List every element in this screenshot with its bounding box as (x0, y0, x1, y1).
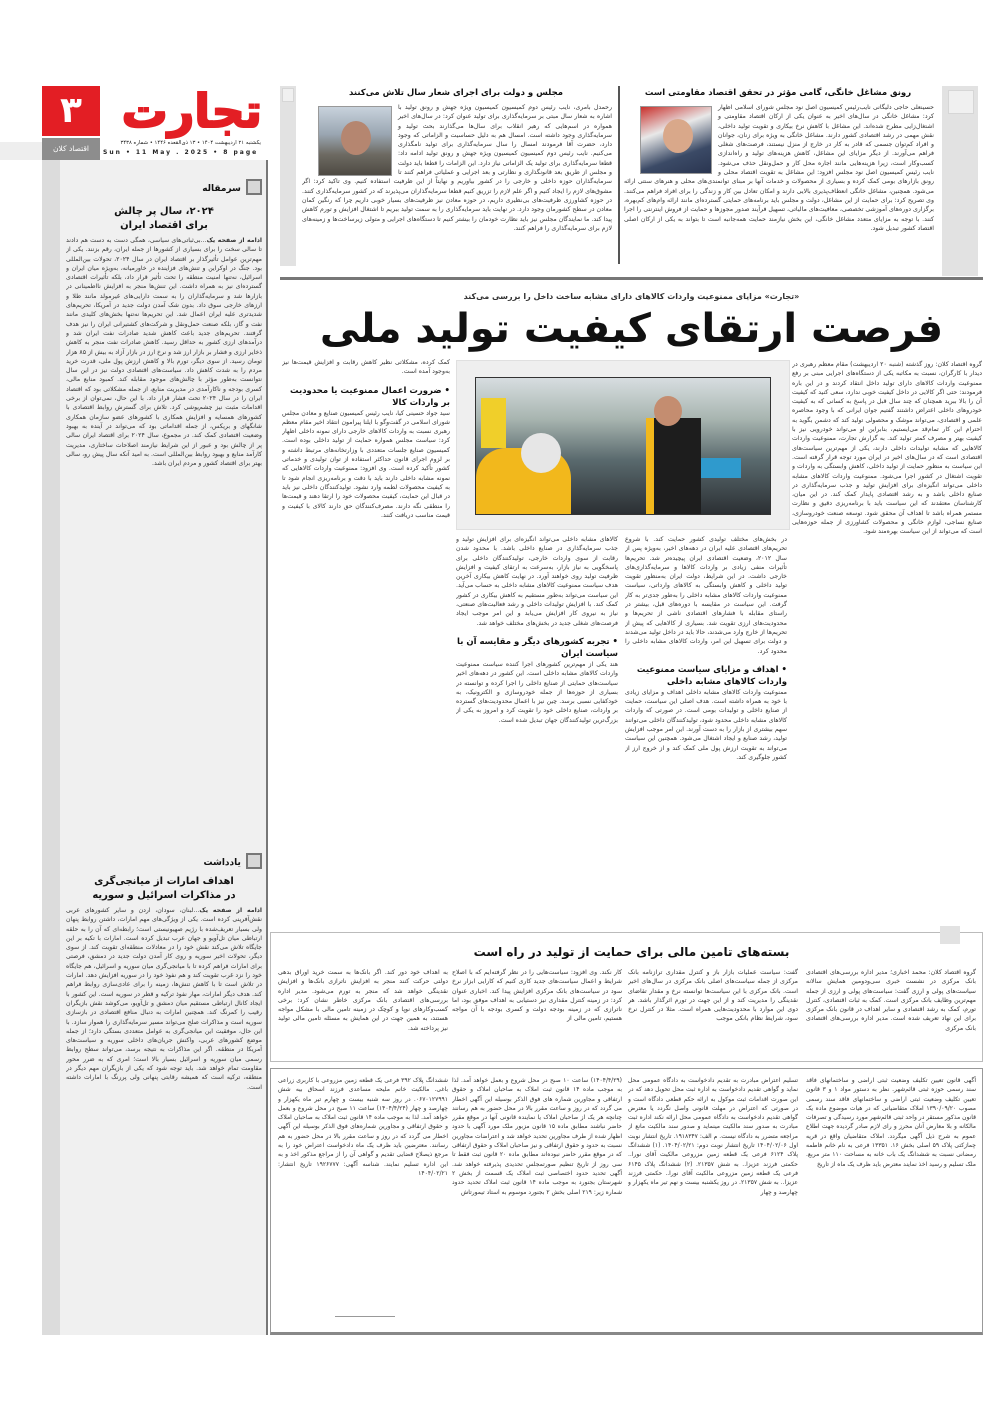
logo-text: تجارت (121, 84, 262, 138)
notice-col-2: تسلیم اعتراض مبادرت به تقدیم دادخواست به دادگاه عمومی محل نماید و گواهی تقدیم دادخواست به اداره ثبت محل تحویل دهد که در این صورت اقدامات ثبت موکول به ارائه حکم قطعی دادگاه است و در صورتی که اعتراض در مهلت قانونی واصل نگردد یا معترض گواهی تقدیم دادخواست به دادگاه عمومی محل ارائه نکند اداره ثبت مبادرت به صدور سند مالکیت مینماید و صدور سند مالکیت مانع از مراجعه متضرر به دادگاه نیست. م الف: ۱۹۱۸۳۴۷. تاریخ انتشار نوبت اول ۱۴۰۴/۰۲/۰۶ تاریخ انتشار نوبت دوم: ۱۴۰۴/۰۲/۲۱. (۱) ششدانگ پلاک ۶۱۲۴ فرعی یک قطعه زمین مزروعی مالکیت آقای نورا.. حکمتی فرزند عزیزا.. به شش ۲۱۳۵۷. (۲) ششدانگ پلاک ۶۱۴۵ فرعی یک قطعه زمین مزروعی مالکیت آقای نورا.. حکمتی فرزند عزیزا.. به شش ۲۱۳۵۷. در روز یکشنبه بیست و نهم تیر ماه یکهزار و چهارصد و چهار (628, 1077, 798, 1196)
worker-head-shape (521, 433, 561, 473)
article-title-home-business[interactable]: رونق مشاغل خانگی، گامی مؤثر در تحقق اقتصاد مقاومتی است (644, 88, 912, 98)
feature-col-4-text: سید جواد حسینی کیا، نایب رئیس کمیسیون صنایع و معادن مجلس شورای اسلامی در گفت‌وگو با ایلنا پیرامون انتقاد اخیر مقام معظم رهبری نسبت به واردات کالاهای خارجی دارای نمونه داخلی اظهار کرد: سیاست مجلس همواره حمایت از تولید داخلی بوده است. کمیسیون صنایع جلسات متعددی با وزارتخانه‌های مرتبط داشته و بر لزوم اجرای قانون حداکثر استفاده از توان تولیدی و خدماتی کشور تأکید کرده است. وی افزود: ممنوعیت واردات کالاهایی که نمونه مشابه داخلی دارند باید با دقت و برنامه‌ریزی انجام شود تا به کیفیت محصولات لطمه وارد نشود. تولیدکنندگان داخلی نیز باید در قبال این حمایت، کیفیت محصولات خود را ارتقا دهند و قیمت‌ها را منطقی نگه دارند. مصرف‌کنندگان حق دارند کالای با کیفیت و قیمت مناسب دریافت کنند. (282, 409, 450, 519)
finance-title[interactable]: بسته‌های تامین مالی برای حمایت از تولید در راه است (473, 945, 790, 959)
editorial-lead: ادامه از صفحه یک (206, 237, 262, 244)
square-box-icon (246, 853, 262, 869)
subhead-necessity: • ضرورت اعمال ممنوعیت یا محدودیت بر واردات کالا (290, 385, 450, 408)
editorial-section (66, 176, 262, 876)
subhead-compare-text: تجربه کشورهای دیگر و مقایسه آن با سیاست ایران (457, 636, 618, 659)
square-box-icon (246, 179, 262, 195)
editorial-kicker-row (66, 176, 262, 195)
date-persian: یکشنبه ۲۱ اردیبهشت ۱۴۰۴ • ۱۳ ذی‌القعده ۱۴۴۶ • شماره ۳۴۳۸ (120, 140, 261, 146)
finance-col-1: گروه اقتصاد کلان: محمد اخباری؛ مدیر اداره بررسی‌های اقتصادی بانک مرکزی در نشست خبری سی‌ودومین همایش سالانه سیاست‌های پولی و ارزی گفت: سیاست‌های پولی و ارزی از جمله مهم‌ترین وظایف بانک مرکزی است. کمک به ثبات اقتصادی، کنترل تورم، کمک به رشد اقتصادی و سایر اهداف در قانون بانک مرکزی برای این نهاد تعریف شده است. مدیر اداره بررسی‌های اقتصادی بانک مرکزی (806, 969, 976, 1032)
factory-photo (475, 377, 771, 515)
article-text: حسینعلی حاجی دلیگانی نایب‌رئیس کمیسیون اصل نود مجلس شورای اسلامی اظهار کرد: مشاغل خانگی در سال‌های اخیر به عنوان یکی از ارکان اقتصاد مقاومتی و اشتغال‌زایی مطرح شده‌اند. این مشاغل با کاهش نرخ بیکاری و تقویت تولید داخلی، نقش مهمی در رشد اقتصادی کشور دارند. مشاغل خانگی به ویژه برای زنان، جوانان و افراد کم‌توان جسمی که قادر به کار در خارج از منزل نیستند، فرصت‌های شغلی فراهم می‌آورند. از دیگر مزایای این مشاغل، کاهش هزینه‌های تولید و راه‌اندازی کسب‌وکار است، زیرا هزینه‌هایی مانند اجاره محل کار و حمل‌ونقل حذف می‌شود. نایب رئیس کمیسیون اصل نود مجلس افزود: این مشاغل به تقویت اقتصاد محلی و رونق بازارهای بومی کمک کرده و بسیاری از محصولات و خدمات آنها بر مبنای توانمندی‌های محلی و هنرهای سنتی ارائه می‌شود. همچنین، مشاغل خانگی انعطاف‌پذیری بالایی دارند و امکان تعادل بین کار و زندگی را برای افراد فراهم می‌کنند. وی تصریح کرد: برای حمایت از این مشاغل، دولت و مجلس باید برنامه‌های حمایتی گسترده‌ای مانند ارائه وام‌های کم‌بهره، برگزاری دوره‌های آموزشی تخصصی، معافیت‌های مالیاتی، تسهیل فرآیند صدور مجوزها و حمایت از فروش اینترنتی را اجرا کنند. با توجه به مزایای متعدد مشاغل خانگی، این بخش نیازمند حمایت همه‌جانبه است تا بتواند به یکی از ارکان اصلی اقتصاد کشور تبدیل شود. (624, 104, 934, 232)
note-lead: ادامه از صفحه یک (199, 907, 262, 914)
finance-col-3: کار نکند. وی افزود: سیاست‌هایی را در نظر گرفته‌ایم که با اصلاح شرایط و اعمال سیاست‌های جدید کاری کنیم که کارایی ابزار نرخ سود در سیاست‌های بانک مرکزی افزایش پیدا کند. اخباری عنوان کرد: در زمینه کنترل مقداری نیز دستیابی به اهداف موفق بود، اما ناترازی که در زمینه بودجه دولت و کسری بودجه با آن مواجه هستیم، تامین مالی از (452, 969, 622, 1023)
article-text: رحمدل بامری، نایب رئیس دوم کمیسیون کمیسیون ویژه جهش و رونق تولید با اشاره به شعار سال مبتی بر سرمایه‌گذاری برای تولید عنوان کرد: در سال‌های اخیر همواره در اسم‌هایی که رهبر انقلاب برای سال‌ها می‌گذارند بحث تولید و سرمایه‌گذاری وجود داشته است. امسال هم به دلیل حساسیت و الزاماتی که وجود دارد، حضرت آقا فرمودند امسال را سال سرمایه‌گذاری برای تولید نامگذاری می‌کنیم. نایب رئیس دوم کمیسیون کمیسیون ویژه جهش و رونق تولید ادامه داد: قطعا سرمایه‌گذاری برای تولید یک الزاماتی نیاز دارد. این الزامات را قطعا باید دولت و مجلس از طریق بعد قانونگذاری و نظارتی و بعد اجرایی و عملیاتی فراهم کنند تا سرمایه‌گذاران حوزه داخلی و خارجی را در کشور بیاوریم و نهایتاً از این ظرفیت استفاده کنیم. وی تاکید کرد: اگر مشوق‌های لازم را ایجاد کنیم و اگر علم لازم را تزریق کنیم قطعا سرمایه‌گذاران می‌پذیرند که در کشور سرمایه‌گذاری کنند. در حوزه کشاورزی ظرفیت‌های بی‌نظیری داریم، در حوزه معادن نیز ظرفیت‌های بسیار خوبی داریم چرا که رنگین کمان معادن در سطح کشورمان وجود دارد. در نهایت باید سرمایه‌گذاری را به سمت تولید ببریم تا اشتغال افزایش و تورم کاهش پیدا کند. ما نمایندگان مجلس نیز باید نظارت خودمان را بیشتر کنیم تا دستگاه‌های اجرایی و متولی زیرساخت‌ها و زمینه‌های لازم برای سرمایه‌گذاری را فراهم کنند. (302, 104, 612, 232)
notice-col-3: (۱۴۰۴/۴/۲۹) ساعت ۱۰ صبح در محل شروع و بعمل خواهد آمد. لذا به موجب ماده ۱۴ قانون ثبت املاک به صاحبان املاک و حقوق ارتفاقی و مجاورین شماره های فوق الذکر بوسیله این آگهی اخطار می گردد که در روز و ساعت مقرر بالا در محل حضور به هم رسانند چنانچه هر یک از صاحبان املاک یا نماینده قانونی آنها در موقع مقرر حاضر نباشند مطابق ماده ۱۵ قانون مزبور ملک مورد آگهی با حدود اظهار شده از طرف مجاورین تحدید خواهد شد و اعتراضات مجاورین نسبت به حدود و حقوق ارتفاقی و نیز صاحبان املاک و حقوق ارتفاقی که در موقع مقرر حاضر نبوده‌اند مطابق ماده ۲۰ قانون ثبت فقط تا سی روز از تاریخ تنظیم صورتمجلس تحدیدی پذیرفته خواهد شد. آگهی تحدید حدود اختصاصی ثبت املاک یک قسمت از بخش ۲ شهرستان بجنورد به موجب ماده ۱۴ قانون ثبت املاک تحدید حدود شماره زیر: ۲۱۹ اصلی بخش ۲ بجنورد موسوم به استاد تیمورتاش (452, 1077, 622, 1196)
editorial-title-line2: برای اقتصاد ایران (120, 220, 208, 231)
feature-col-4-top: کمک کرده، مشکلاتی نظیر کاهش رقابت و افزایش قیمت‌ها نیز به‌وجود آمده است. (282, 359, 450, 376)
section-rule (280, 277, 983, 280)
note-kicker-row (66, 850, 262, 869)
note-title-line2: در مذاکرات اسرائیل و سوریه (92, 890, 236, 901)
column-divider (618, 86, 620, 264)
date-english: Sun • 11 May . 2025 • 8 page (103, 149, 259, 156)
feature-col-4 (282, 358, 450, 918)
article-body-home-business (624, 103, 934, 273)
article-body-parliament (302, 103, 612, 273)
feature-col-3 (456, 535, 618, 925)
feature-photo-frame (456, 360, 790, 530)
feature-col-3-text: کالاهای مشابه داخلی می‌تواند انگیزه‌ای برای افزایش تولید و جذب سرمایه‌گذاری در صنایع داخلی باشد. با محدود شدن رقابت از سوی واردات خارجی، تولیدکنندگان داخلی برای پاسخگویی به نیاز بازار، به‌سرعت به ارتقای کیفیت و افزایش ظرفیت تولید روی خواهند آورد. در نهایت کاهش بیکاری آخرین هدف سیاست ممنوعیت کالاهای مشابه داخلی به حساب می‌آید. این سیاست می‌تواند به‌طور مستقیم به کاهش بیکاری در کشور کمک کند. با افزایش تولیدات داخلی و رشد فعالیت‌های صنعتی، نیاز به نیروی کار افزایش می‌یابد و این امر موجب ایجاد فرصت‌های شغلی جدید در بخش‌های مختلف خواهد شد. (456, 536, 618, 627)
feature-kicker: «تجارت» مزایای ممنوعیت واردات کالاهای دارای مشابه ساخت داخل را بررسی می‌کند (463, 292, 800, 301)
right-gray-tab (942, 86, 978, 276)
feature-col-2 (625, 535, 787, 925)
editorial-kicker: سرمقاله (202, 184, 241, 194)
photo-spacer (624, 103, 718, 177)
finance-gray-tab (940, 926, 960, 944)
finance-col-4: به اهداف خود دور کند. اگر بانک‌ها به سمت خرید اوراق بدهی دولتی حرکت کنند منجر به افزایش ناترازی بانک‌ها و افزایش نقدینگی خواهد شد که منجر به تورم می‌شود. مدیر اداره بررسی‌های اقتصادی بانک مرکزی خاطر نشان کرد: برخی کسب‌وکارهای نوپا و کوچک در زمینه تامین مالی با مشکل مواجه هستند، به همین جهت در این همایش به مسئله تامین مالی تولید نیز پرداخته شد. (278, 969, 448, 1032)
note-body (66, 906, 262, 1336)
subhead-necessity-text: ضرورت اعمال ممنوعیت یا محدودیت بر واردات کالا (290, 385, 450, 408)
notice-col-1: آگهی قانون تعیین تکلیف وضعیت ثبتی اراضی و ساختمانهای فاقد سند رسمی حوزه ثبتی قائم‌شهر. نظر به دستور مواد ۱ و ۳ قانون تعیین تکلیف وضعیت ثبتی اراضی و ساختمانهای فاقد سند رسمی مصوب ۱۳۹۰/۰۹/۲۰ املاک متقاضیانی که در هیات موضوع ماده یک قانون مذکور مستقر در واحد ثبتی قائم‌شهر مورد رسیدگی و تصرفات مالکانه و بلا معارض آنان محرز و رای لازم صادر گردیده جهت اطلاع عموم به شرح ذیل آگهی میگردد. املاک متقاضیان واقع در قریه چمازکتی پلاک ۵۹ اصلی بخش ۱۶. ۱۳۳۵۱ فرعی به نام خانم فاطمه رمضانی نسبت به ششدانگ یک باب خانه به مساحت ۱۱۰ متر مربع. ملک تسلیم و رسید اخذ نمایند معترض باید ظرف یک ماه از تاریخ (806, 1077, 976, 1168)
tab-square (282, 88, 294, 102)
section-label: اقتصاد کلان (42, 138, 100, 160)
article-title-parliament[interactable]: مجلس و دولت برای اجرای شعار سال تلاش می‌کنند (348, 88, 564, 98)
feature-col-2b-text: ممنوعیت واردات کالاهای مشابه داخلی اهداف و مزایای زیادی با خود به همراه داشته است. هدف اصلی این سیاست، حمایت از صنایع داخلی و تولیدات بومی است. در صورتی که واردات کالاهای مشابه داخلی محدود شود، تولیدکنندگان داخلی می‌توانند سهم بیشتری از بازار را به دست آورند. این امر موجب افزایش تولید، رشد صنایع و ایجاد اشتغال می‌شود. همچنین این سیاست می‌تواند به تقویت ارزش پول ملی کمک کند و از خروج ارز از کشور جلوگیری کند. (625, 688, 787, 761)
worker-face-shape (654, 396, 682, 426)
subhead-compare: • تجربه کشورهای دیگر و مقایسه آن با سیاست ایران (457, 636, 618, 659)
note-section (66, 850, 262, 1336)
feature-col-2-text: در بخش‌های مختلف تولیدی کشور حمایت کند. با شروع تحریم‌های اقتصادی علیه ایران در دهه‌های اخیر، به‌ویژه پس از سال ۲۰۱۲، وضعیت اقتصادی ایران پیچیده‌تر شد. تحریم‌ها تأثیرات منفی زیادی بر واردات کالاها و سرمایه‌گذاری‌های خارجی داشت. در این شرایط، دولت ایران به‌منظور تقویت تولید داخلی و کاهش وابستگی به کالاهای وارداتی، سیاست ممنوعیت واردات کالاهای مشابه داخلی را به‌طور جدی‌تر به کار گرفت. این سیاست در مقایسه با دوره‌های قبل، بیشتر در راستای مقابله با فشارهای اقتصادی ناشی از تحریم‌ها و محدودیت‌های ارزی تقویت شد. بسیاری از کالاهایی که پیش از تحریم‌ها از خارج وارد می‌شدند، حالا باید در داخل تولید می‌شدند و دولت برای تسهیل این امر، واردات کالاهای مشابه داخلی را محدود کرد. (625, 536, 787, 655)
page-number: ۳ (42, 86, 100, 136)
photo-spacer (302, 103, 398, 175)
worker-right-shape (646, 418, 701, 515)
yellow-machine-shape (481, 398, 506, 448)
newspaper-logo[interactable] (112, 84, 262, 138)
note-kicker: یادداشت (203, 858, 241, 868)
tab-square (948, 90, 974, 114)
sidebar-band (42, 160, 60, 1335)
finance-col-2: گفت: سیاست عملیات بازار باز و کنترل مقداری ترازنامه بانک مرکزی از جمله سیاست‌های اصلی بانک مرکزی در سال‌های اخیر است. بانک مرکزی با این سیاست‌ها توانسته نرخ و مقدار تقاضای نقدینگی را مدیریت کند و از این جهت در تورم اثرگذار باشد. هر دوی این موارد با محدودیت‌هایی همراه است. مثلا در کنترل نرخ سود، شرایط نظام بانکی موجب (628, 969, 798, 1023)
feature-headline[interactable]: فرصت ارتقای کیفیت تولید ملی (319, 306, 944, 352)
editorial-text: ...بی‌ثباتی‌های سیاسی، همگی دست به دست هم دادند تا سالی سخت را برای بسیاری از کشورها از جمله ایران، رقم بزنند. یکی از مهم‌ترین عوامل تأثیرگذار بر اقتصاد ایران در سال ۲۰۲۴، تحولات بین‌المللی بود. جنگ در اوکراین و تنش‌های فزاینده در خاورمیانه، به‌ویژه میان ایران و اسرائیل، نه‌تنها امنیت منطقه را تحت تأثیر قرار داد، بلکه تأثیرات اقتصادی گسترده‌ای نیز به همراه داشت. این تنش‌ها منجر به افزایش نااطمینانی در بازارها شد و سرمایه‌گذاران را به سمت دارایی‌های غیرمولد مانند طلا و ارزهای خارجی سوق داد. بدون شک آمدن دولت جدید در آمریکا، تحریم‌های شدیدتری علیه ایران اعمال شد. این تحریم‌ها نه‌تنها بخش‌های کلیدی مانند نفت و گاز، بلکه صنعت حمل‌ونقل و شرکت‌های کشتیرانی ایران را نیز هدف گرفتند. تحریم‌های جدید باعث کاهش شدید صادرات نفت ایران شد و درآمدهای ارزی کشور به حداقل رسید. کاهش صادرات نفت منجر به کاهش ذخایر ارزی و فشار بر بازار ارز شد و نرخ ارز در بازار آزاد به بیش از ۸۵ هزار تومان رسید. از سوی دیگر، تورم بالا و کاهش ارزش پول ملی، قدرت خرید مردم را به شدت کاهش داد. سیاست‌های اقتصادی دولت نیز در این سال نتوانست به‌طور مؤثر با چالش‌های موجود مقابله کند. کمبود منابع مالی، کسری بودجه و ناکارآمدی در مدیریت منابع، از جمله مشکلاتی بود که اقتصاد ایران را در سال ۲۰۲۴ تحت فشار قرار داد. با این حال، نمی‌توان از برخی اقدامات مثبت نیز چشم‌پوشی کرد. تلاش برای گسترش روابط اقتصادی با کشورهای همسایه و افزایش همکاری با کشورهای عضو سازمان همکاری شانگهای و بریکس، از جمله اقداماتی بود که می‌تواند در آینده به بهبود وضعیت اقتصادی کمک کند. در مجموع، سال ۲۰۲۴ برای اقتصاد ایران سالی پر از چالش بود و عبور از این شرایط نیازمند اصلاحات ساختاری، مدیریت کارآمد منابع و بهبود روابط بین‌المللی است. به امید آنکه سال پیش رو، سالی بهتر برای اقتصاد کشور و مردم ایران باشد. (66, 237, 262, 468)
subhead-goals: • اهداف و مزایای سیاست ممنوعیت واردات کالاهای مشابه داخلی (636, 664, 787, 687)
subhead-goals-text: اهداف و مزایای سیاست ممنوعیت واردات کالاهای مشابه داخلی (636, 664, 787, 687)
note-title-line1: اهداف امارات از میانجی‌گری (94, 876, 234, 887)
notice-separator (335, 1316, 395, 1317)
feature-col-1: گروه اقتصاد کلان: روز گذشته (شنبه ۲۰ اردیبهشت) مقام معظم رهبری در دیدار با کارگران، نسبت به مکاتبه یکی از دستگاه‌های اجرایی مبنی بر رفع ممنوعیت واردات کالاهای دارای تولید داخل انتقاد کردند و در این باره فرمودند: حتی اگر کالایی در داخل کیفیت خوبی ندارد، سعی کنید که کیفیت آن را بالا ببرید همچنان که چند سال قبل در پاسخ به کسانی که به کیفیت خودروهای داخلی اعتراض داشتند گفتیم جوان ایرانی که با وجود محاصره علمی و اقتصادی، می‌تواند موشک و محصولی تولید کند که دشمن بگوید به احترام این کار تمام‌قد می‌ایستیم، بنابراین او می‌تواند خودرویی نیز با کیفیت بهتر و مصرف کمتر تولید کند. به گزارش تجارت، ممنوعیت واردات کالاهایی که مشابه تولیدات داخلی دارند، یکی از مهم‌ترین سیاست‌های اقتصادی است که در سال‌های اخیر در ایران مورد توجه قرار گرفته است. این سیاست به منظور حمایت از تولید داخلی، کاهش وابستگی به واردات و تقویت اشتغال در کشور اجرا می‌شود. ممنوعیت واردات کالاهای مشابه داخلی می‌تواند انگیزه‌ای برای افزایش تولید و جذب سرمایه‌گذاری در صنایع داخلی باشد و به رشد اقتصادی پایدار کمک کند. در این میان، کارشناسان معتقدند که این سیاست باید با برنامه‌ریزی دقیق و نظارت مستمر همراه باشد تا اهداف آن محقق شود. توسعه صنعت خودروسازی، صنایع نساجی، لوازم خانگی و محصولات کشاورزی از جمله حوزه‌هایی است که می‌تواند از این سیاست بهره‌مند شود. (792, 361, 982, 536)
top-gray-strip (0, 142, 42, 160)
blue-bin-shape (701, 458, 741, 478)
note-text: ...لبنان، سودان، اردن و سایر کشورهای عربی نقش‌آفرینی کرده است. یکی از ویژگی‌های مهم امارات، داشتن روابط پنهان ولی بسیار تعریف‌شده با رژیم صهیونیستی است؛ رابطه‌ای که آن را به حلقه ارتباطی میان تل‌آویو و جهان عرب تبدیل کرده است. امارات با تکیه بر این جایگاه تلاش می‌کند نقش خود را در معادلات منطقه‌ای تقویت کند. از سوی دیگر، تحولات اخیر سوریه و روی کار آمدن دولت جدید در دمشق، فرصتی برای امارات فراهم کرده تا با میانجی‌گری میان سوریه و اسرائیل، هم جایگاه خود را نزد غرب تقویت کند و هم نفوذ خود را در سوریه افزایش دهد. امارات در تلاش است تا با کاهش تنش‌ها، زمینه را برای عادی‌سازی روابط فراهم کند. هدف دیگر امارات، مهار نفوذ ترکیه و قطر در سوریه است. این کشور با ایجاد کانال ارتباطی مستقیم میان دمشق و تل‌آویو، می‌کوشد نقش بازیگران رقیب را کمرنگ کند. همچنین امارات به دنبال منافع اقتصادی در بازسازی سوریه است و مذاکرات صلح می‌تواند مسیر سرمایه‌گذاری را هموار سازد. با این حال، موفقیت این میانجی‌گری به عوامل متعددی بستگی دارد؛ از جمله موضع کشورهای عربی، واکنش جریان‌های داخلی سوریه و سیاست‌های آمریکا در منطقه. اگر این مذاکرات به نتیجه برسد، می‌تواند سطح روابط رسمی میان سوریه و اسرائیل بسیار بالا است؛ امری که به ضرر محور مقاومت تمام خواهد شد. باید توجه شود که یکی از بازیگران مهم دیگر در منطقه، ترکیه است که همیشه رقابتی پنهانی ولی پررنگ با امارات داشته است. (66, 907, 262, 1091)
feature-col-3b-text: هند یکی از مهم‌ترین کشورهای اجرا کننده سیاست ممنوعیت واردات کالاهای مشابه داخلی است. این کشور در دهه‌های اخیر سیاست‌های حمایتی از صنایع داخلی را اجرا کرده و توانسته در بسیاری از حوزه‌ها از جمله خودروسازی و الکترونیک، به خودکفایی نسبی برسد. چین نیز با اعمال محدودیت‌های گسترده بر واردات، صنایع داخلی خود را تقویت کرد و امروز به یکی از بزرگ‌ترین تولیدکنندگان جهان تبدیل شده است. (456, 660, 618, 724)
notice-col-4: ششدانگ پلاک ۳۹۲ فرعی یک قطعه زمین مزروعی با کاربری زراعی باغی. مالکیت خانم ملیحه مساعدی فرزند اسحاق بیه شش ۰۶۷۰۱۲۷۹۹۱. در روز سه شنبه بیست و چهارم تیر ماه یکهزار و چهارصد و چهار (۱۴۰۴/۴/۲۴) ساعت ۱۱ صبح در محل شروع و بعمل خواهد آمد. لذا به موجب ماده ۱۴ قانون ثبت املاک به صاحبان املاک و حقوق ارتفاقی و مجاورین شماره‌های فوق الذکر بوسیله این آگهی اخطار می گردد که در روز و ساعت مقرر بالا در محل حضور به هم رسانند. معترضین باید ظرف یک ماه دادخواست اعتراض خود را به مرجع ذیصلاح قضایی تقدیم و گواهی آن را از مراجع مذکور اخذ و به این اداره تسلیم نمایند. شناسه آگهی: ۱۹۲۶۷۷۷ تاریخ انتشار: ۱۴۰۴/۰۲/۲۱ (278, 1077, 448, 1177)
editorial-title-line1: ۲۰۲۴، سال پر چالش (114, 206, 214, 217)
left-gray-tab (280, 86, 296, 266)
editorial-body (66, 236, 262, 876)
